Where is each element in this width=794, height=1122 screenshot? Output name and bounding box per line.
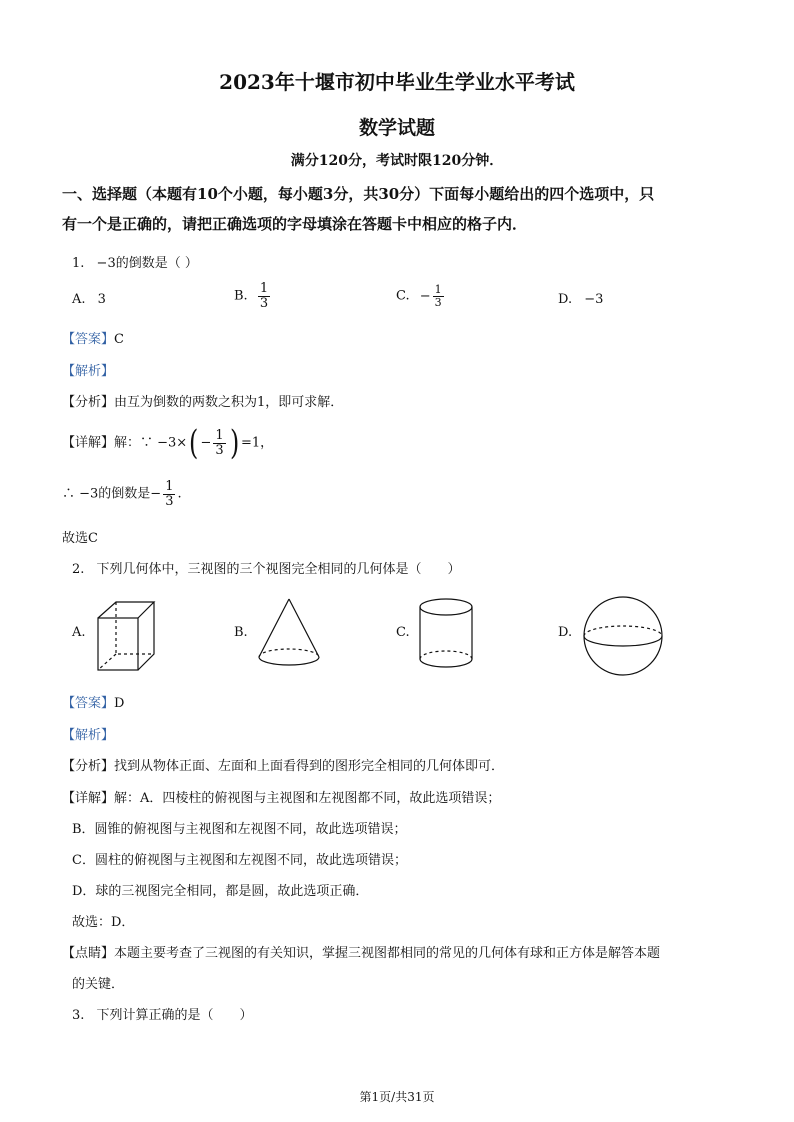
q2-detail-b: B．圆锥的俯视图与主视图和左视图不同，故此选项错误； — [72, 822, 407, 837]
q2-option-d-letter: D. — [558, 625, 573, 640]
cylinder-icon — [418, 597, 476, 671]
q2-analysis-label: 【解析】 — [62, 728, 115, 743]
section-instruction-line2: 有一个是正确的，请把正确选项的字母填涂在答题卡中相应的格子内． — [62, 215, 528, 233]
sphere-outline — [584, 597, 662, 675]
cylinder-top — [420, 599, 472, 615]
fenxi-text: 由互为倒数的两数之积为1，即可求解． — [114, 395, 344, 410]
fraction-numerator: 1 — [165, 479, 174, 494]
exam-info: 满分120分，考试时限120分钟． — [290, 153, 504, 169]
q1-option-b — [234, 282, 272, 310]
fenxi-text: 找到从物体正面、左面和上面看得到的图形完全相同的几何体即可． — [114, 759, 505, 774]
cone-base-back — [259, 649, 319, 657]
option-letter: A. — [72, 292, 86, 307]
detail-result: =1， — [240, 435, 274, 451]
cuboid-icon — [96, 600, 156, 672]
cuboid-hidden-edges — [98, 602, 154, 670]
inner-sign: − — [200, 435, 212, 451]
q2-conclusion: 故选：D． — [72, 915, 135, 930]
therefore-suffix: . — [177, 486, 182, 502]
q2-stem-text: 下列几何体中，三视图的三个视图完全相同的几何体是（ ） — [96, 562, 461, 577]
q1-option-a — [72, 292, 106, 307]
option-letter: D. — [558, 292, 573, 307]
option-letter: C. — [396, 288, 410, 304]
q1-number: 1. — [72, 256, 85, 271]
right-paren: ) — [229, 423, 239, 463]
left-paren: ( — [189, 423, 199, 463]
answer-label: 【答案】 — [62, 696, 115, 711]
sphere-equator-front — [584, 636, 662, 646]
section-instruction-line1: 一、选择题（本题有10个小题，每小题3分，共30分）下面每小题给出的四个选项中，只 — [62, 185, 655, 203]
q2-number: 2. — [72, 562, 85, 577]
q1-analysis-label: 【解析】 — [62, 364, 115, 379]
cone-sides — [259, 599, 319, 657]
q2-option-a-letter: A. — [72, 625, 86, 640]
q3-stem-text: 下列计算正确的是（ ） — [96, 1008, 253, 1023]
answer-value: C — [114, 332, 124, 347]
detail-a-text: 解：A．四棱柱的俯视图与主视图和左视图都不同，故此选项错误； — [114, 791, 501, 806]
fraction — [163, 480, 175, 508]
detail-label: 【详解】 — [62, 435, 115, 451]
cone-icon — [256, 597, 322, 671]
q2-comment-line2: 的关键． — [72, 977, 125, 992]
answer-value: D — [114, 696, 125, 711]
fraction-denominator: 3 — [165, 493, 174, 509]
detail-expr: 解：∵ −3× — [114, 435, 188, 451]
q1-detail — [62, 423, 274, 463]
q3-stem — [72, 1004, 253, 1023]
q1-option-d — [558, 292, 603, 307]
page-footer: 第1页/共31页 — [359, 1090, 435, 1104]
subject-title: 数学试题 — [358, 117, 435, 139]
fraction — [213, 429, 225, 457]
fraction-numerator: 1 — [215, 427, 224, 443]
cylinder-base-back — [420, 651, 472, 659]
option-text: 3 — [97, 292, 106, 307]
q2-answer — [62, 692, 124, 711]
sphere-icon — [582, 595, 666, 679]
cuboid-right-edges — [138, 602, 154, 670]
exam-title: 2023年十堰市初中毕业生学业水平考试 — [219, 70, 575, 94]
fraction-denominator: 3 — [259, 295, 269, 311]
cylinder-base-front — [420, 659, 472, 667]
fraction-numerator: 1 — [434, 283, 442, 296]
comment-text: 本题主要考查了三视图的有关知识，掌握三视图都相同的常见的几何体有球和正方体是解答本题 — [114, 946, 661, 961]
fraction — [433, 284, 444, 308]
q3-number: 3. — [72, 1008, 85, 1023]
q1-expr: −3 — [96, 256, 116, 271]
therefore-text: ∴ −3的倒数是− — [62, 486, 162, 502]
q2-detail-d: D．球的三视图完全相同，都是圆，故此选项正确． — [72, 884, 369, 899]
fraction-numerator: 1 — [259, 281, 269, 296]
q1-stem-text: 的倒数是（ ） — [115, 256, 198, 271]
fraction — [258, 282, 270, 310]
q2-option-b-letter: B. — [234, 625, 248, 640]
cuboid-top-edges — [98, 602, 154, 618]
fraction-denominator: 3 — [215, 442, 224, 458]
q2-detail-c: C．圆柱的俯视图与主视图和左视图不同，故此选项错误； — [72, 853, 407, 868]
cone-base-front — [259, 657, 319, 665]
option-text: −3 — [584, 292, 604, 307]
comment-label: 【点睛】 — [62, 946, 115, 961]
q2-detail-a — [62, 787, 500, 806]
detail-label: 【详解】 — [62, 791, 115, 806]
q1-answer — [62, 328, 124, 347]
fenxi-label: 【分析】 — [62, 759, 115, 774]
q2-comment-line1 — [62, 942, 660, 961]
sphere-equator-back — [584, 626, 662, 636]
q1-fenxi — [62, 391, 343, 410]
q2-stem — [72, 558, 461, 577]
q2-option-c-letter: C. — [396, 625, 410, 640]
q1-stem — [72, 252, 198, 271]
q2-fenxi — [62, 755, 504, 774]
q1-therefore — [62, 480, 182, 508]
fraction-denominator: 3 — [434, 295, 442, 309]
q1-conclusion: 故选C — [62, 531, 98, 546]
q1-option-c — [396, 284, 446, 308]
cuboid-front-face — [98, 618, 138, 670]
option-letter: B. — [234, 288, 248, 304]
answer-label: 【答案】 — [62, 332, 115, 347]
fenxi-label: 【分析】 — [62, 395, 115, 410]
option-sign: − — [419, 288, 431, 304]
